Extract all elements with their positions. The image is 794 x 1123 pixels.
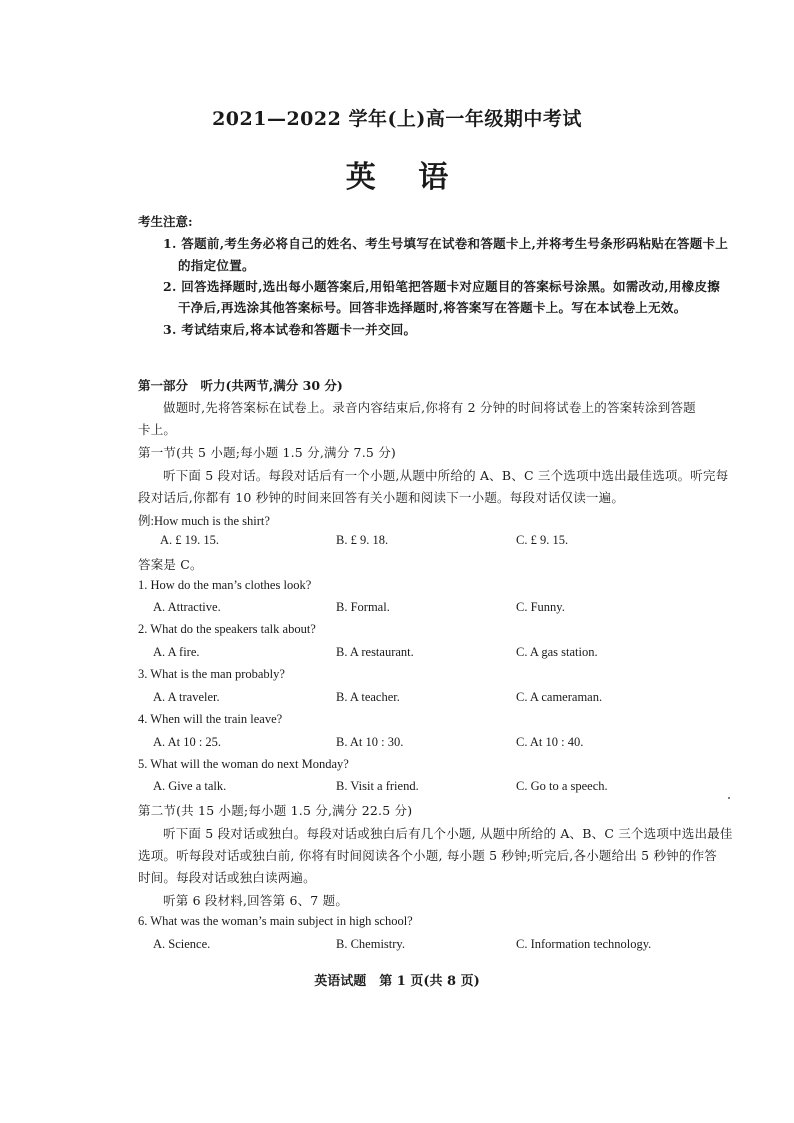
notice-title: 考生注意: [138,214,193,229]
part1-intro-line: 卡上。 [138,422,177,437]
question-2-option-c: C. A gas station. [516,645,598,659]
notice-line: 的指定位置。 [178,258,255,273]
example-answer: 答案是 C。 [138,557,203,572]
question-5-option-c: C. Go to a speech. [516,779,608,793]
example-option-b: B. £ 9. 18. [336,533,389,547]
question-2: 2. What do the speakers talk about? [138,622,316,636]
part1-title: 第一部分 听力(共两节,满分 30 分) [138,378,343,393]
question-5-option-b: B. Visit a friend. [336,779,419,793]
page-footer: 英语试题 第 1 页(共 8 页) [314,974,480,989]
notice-line: 干净后,再选涂其他答案标号。回答非选择题时,将答案写在答题卡上。写在本试卷上无效。 [178,300,687,315]
example-question: 例:How much is the shirt? [138,514,270,528]
notice-line: 1. 答题前,考生务必将自己的姓名、考生号填写在试卷和答题卡上,并将考生号条形码粘贴在答题卡上 [163,236,729,251]
question-2-option-b: B. A restaurant. [336,645,414,659]
question-5: 5. What will the woman do next Monday? [138,757,349,771]
question-3-option-a: A. A traveler. [153,690,220,704]
question-4-option-b: B. At 10 : 30. [336,735,404,749]
question-1-option-b: B. Formal. [336,600,390,614]
part1-intro-line: 做题时,先将答案标在试卷上。录音内容结束后,你将有 2 分钟的时间将试卷上的答案转涂到答题 [163,400,696,415]
subject-title: 英 语 [345,160,465,195]
question-3-option-b: B. A teacher. [336,690,400,704]
example-option-c: C. £ 9. 15. [516,533,569,547]
question-4-option-a: A. At 10 : 25. [153,735,222,749]
section2-title: 第二节(共 15 小题;每小题 1.5 分,满分 22.5 分) [138,803,413,818]
section2-material: 听第 6 段材料,回答第 6、7 题。 [163,893,349,908]
question-2-option-a: A. A fire. [153,645,200,659]
question-4: 4. When will the train leave? [138,712,283,726]
scan-speck [728,797,730,799]
question-6-option-b: B. Chemistry. [336,937,405,951]
section1-instruction-line: 段对话后,你都有 10 秒钟的时间来回答有关小题和阅读下一小题。每段对话仅读一遍。 [138,490,625,505]
question-3-option-c: C. A cameraman. [516,690,603,704]
section2-instruction-line: 时间。每段对话或独白读两遍。 [138,870,316,885]
example-option-a: A. £ 19. 15. [160,533,220,547]
exam-title: 2021—2022 学年(上)高一年级期中考试 [212,108,582,130]
question-6: 6. What was the woman’s main subject in high school? [138,914,413,928]
question-6-option-c: C. Information technology. [516,937,652,951]
section1-title: 第一节(共 5 小题;每小题 1.5 分,满分 7.5 分) [138,445,396,460]
question-1-option-a: A. Attractive. [153,600,221,614]
section2-instruction-line: 选项。听每段对话或独白前, 你将有时间阅读各个小题, 每小题 5 秒钟;听完后,各小题给出 5 秒钟的作答 [138,848,717,863]
question-1-option-c: C. Funny. [516,600,565,614]
section1-instruction-line: 听下面 5 段对话。每段对话后有一个小题,从题中所给的 A、B、C 三个选项中选出最佳选项。听完每 [163,468,729,483]
question-3: 3. What is the man probably? [138,667,285,681]
section2-instruction-line: 听下面 5 段对话或独白。每段对话或独白后有几个小题, 从题中所给的 A、B、C 三个选项中选出最佳 [163,826,733,841]
question-1: 1. How do the man’s clothes look? [138,578,312,592]
question-5-option-a: A. Give a talk. [153,779,227,793]
notice-line: 3. 考试结束后,将本试卷和答题卡一并交回。 [163,322,417,337]
notice-line: 2. 回答选择题时,选出每小题答案后,用铅笔把答题卡对应题目的答案标号涂黑。如需改动,用橡皮擦 [163,279,721,294]
question-6-option-a: A. Science. [153,937,211,951]
question-4-option-c: C. At 10 : 40. [516,735,584,749]
